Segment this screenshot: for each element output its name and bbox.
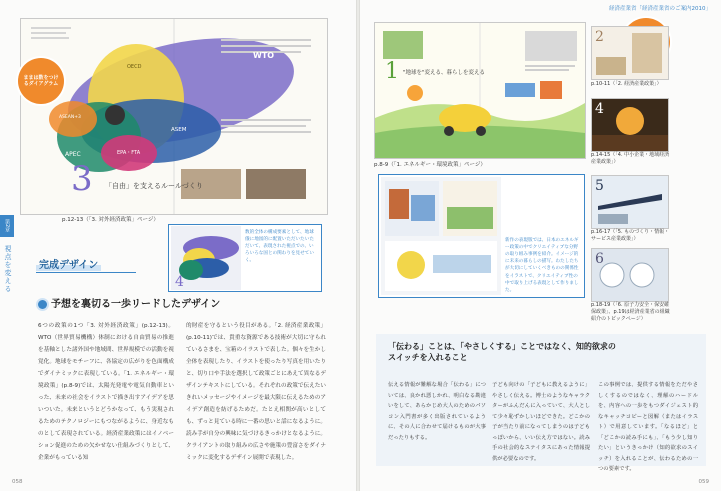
label-asem: ASEM xyxy=(171,127,187,133)
spread-image-p12-13 xyxy=(20,18,328,215)
thumb-p14-15 xyxy=(591,98,669,152)
spread-title-right: "地球を"変える、暮らしを変える xyxy=(403,70,486,76)
section-underline xyxy=(36,272,136,273)
label-asean: ASEAN+3 xyxy=(59,115,81,120)
chapter-number: 3 xyxy=(71,159,93,199)
thumb-number-6: 6 xyxy=(595,251,604,267)
highlight-heading: 「伝わる」ことは、「やさしくする」ことではなく、知的欲求のスイッチを入れること xyxy=(388,342,616,362)
spread-number-right: 1 xyxy=(385,59,399,84)
thumb-caption-5-text: p.16-17（「5. ものづくり・情報・サービス産業政策」） xyxy=(591,229,670,242)
sub-heading: 予想を裏切る一歩リードしたデザイン xyxy=(51,299,221,310)
label-epa-fta: EPA・FTA xyxy=(117,150,141,156)
thumb-caption-6-text: p.18-19（「6. 原子力安全・保安確保政策」、p.19は経済産業省の組織紹介のトピックページ） xyxy=(591,302,670,322)
thumb-caption-6 xyxy=(591,302,671,323)
thumb-number-2: 2 xyxy=(595,29,604,45)
thumb-caption-4-text: p.14-15（「4. 中小企業・地域経済産業政策」） xyxy=(591,152,670,165)
body-column-2: 的財産を守るという役目がある。「2. 経済産業政策」(p.10-11)では、貴重な資源である技術が大切に守られているさまを、宝箱のイラストで表した。個々を生かし全体を表現したり、イラストを使ったり写真を用いたりと、切り口や手法を選択して政策ごとにあえて異なるデザインテキストにしている。それぞれの政策で伝えたいきれいメッセージやイメージを最大限に伝えるためのアイデア創造を紡げるためだ。たとえ相関が高いとしても、ずっと見ている時に一番の思いと話になるように。読み手が自分の興味に気づけるきっかけとなるように。クライアントの取り組みの広さや施策の豊富さをダイナミックに変化するデザイン展開で表現した。 xyxy=(186,323,326,461)
label-apec: APEC xyxy=(65,151,81,158)
bullet-dot-icon xyxy=(38,300,47,309)
callout-bubble-left-text: ままは数をつけるダイアグラム xyxy=(23,74,59,87)
thumb-caption-5 xyxy=(591,229,671,243)
body-column-1: 6つの政策の1つ「3. 対外経済政策」(p.12-13)。WTO（世界貿易機構）体制における自由貿易の推進を基軸とした諸外国や地域間、世界規模での活動を視覚化。地球をモチーフに、各協定の広がりを色面構成でダイナミックに表現している。「1. エネルギー・環境政策」(p.8-9)では、太陽光発電や電気自動車といった、未来の社会をイラストで描き出すアイデアを思いついた。未来というとどうかなって、もう実現されるためのテクノロジーにもつながるように、身近なものとして表現されている。経済産業政策にはイノベーション促進のための欠かせない仕組みづくりとして、企業がもっている知 xyxy=(38,323,174,461)
right-page xyxy=(360,0,721,491)
spread-title: 「自由」を支えるルールづくり xyxy=(105,182,203,190)
label-oecd: OECD xyxy=(127,64,142,70)
label-wto: WTO xyxy=(253,51,275,60)
highlight-box xyxy=(376,334,706,472)
inset-caption-right: 新作の表現版では、日本のエネルギー政策の中でクリエイティブな分野の取り組み事例を紹介。イメージ的に未来の暮らしの描写。わたしたちが大切にしていくべきものの関係性をイラストで、クリエイティブ性の中で取り上げる表現として作りました。 xyxy=(505,238,579,293)
running-head: 経済産業省「経済産業省のご案内2010」 xyxy=(609,6,711,12)
thumb-caption-2: p.10-11（「2. 経済産業政策」） xyxy=(591,81,662,87)
chapter-tab: 第2章 xyxy=(0,215,14,237)
thumb-p16-17 xyxy=(591,175,669,229)
inset-detail-left xyxy=(168,224,322,292)
inset-caption-left: 数的全体の構成要素として、地球儀に地図的に配置いただいたいただいて、表現された視点での、いろいろな国との関わりを見せていく。 xyxy=(245,230,314,264)
thumb-p10-11 xyxy=(591,26,669,80)
folio-left: 058 xyxy=(12,479,23,485)
callout-bubble-left xyxy=(18,58,64,104)
spread-image-p8-9 xyxy=(374,22,586,159)
thumb-p18-19 xyxy=(591,248,669,302)
highlight-body-3: この事例では、提供する情報をただやさしくするのではなく、理解のハードルを、内容への一歩をもつダイジェスト的なキャッチコピーと図解（またはイラスト）で用意しています。「なるほど」と「どこかの読み手にも」、「もう少し知りたい」というきっかけ（知的欲求のスイッチ）を入れることが、伝わるための一つの要素です。 xyxy=(598,382,698,472)
thumb-number-5: 5 xyxy=(595,178,604,194)
inset-detail-right xyxy=(378,174,585,298)
inset-spread-image xyxy=(381,177,501,295)
sub-heading-row xyxy=(38,295,220,310)
thumb-caption-4 xyxy=(591,152,671,166)
highlight-body-2: 子ども向けの「子どもに教えるように」やさしく伝える。博士のようなキャラクターがふんだんに入っていて、大人として少々恥ずかしいほどできた。どこかの子が当たり前になってしまうのは子どもっぽいから、いい伝え方ではない。読み手の社会的なステイタスにあった情報提供が必要なのです。 xyxy=(492,382,590,462)
highlight-body-1: 伝える情報が難解な場合「伝わる」については、良かれ悪しかれ、明白なる勘違いをして、あらかじめ大人のためのパソコン入門書が多く出版されているように、その人に合わせて届けるものが大事だったりもする。 xyxy=(388,382,486,441)
thumb-number-4: 4 xyxy=(595,101,604,117)
inset-diagram-image xyxy=(171,226,241,290)
energy-illustration xyxy=(375,23,585,158)
left-page xyxy=(0,0,356,491)
vertical-heading: 視点を変える xyxy=(4,245,12,293)
svg-text:4: 4 xyxy=(175,274,184,290)
spread-caption-left: p.12-13（「3. 対外経済政策」ページ） xyxy=(62,217,159,223)
folio-right: 059 xyxy=(698,479,709,485)
section-heading: 完成デザイン xyxy=(36,256,101,271)
spread-caption-right: p.8-9（「1. エネルギー・環境政策」ページ） xyxy=(374,162,486,168)
